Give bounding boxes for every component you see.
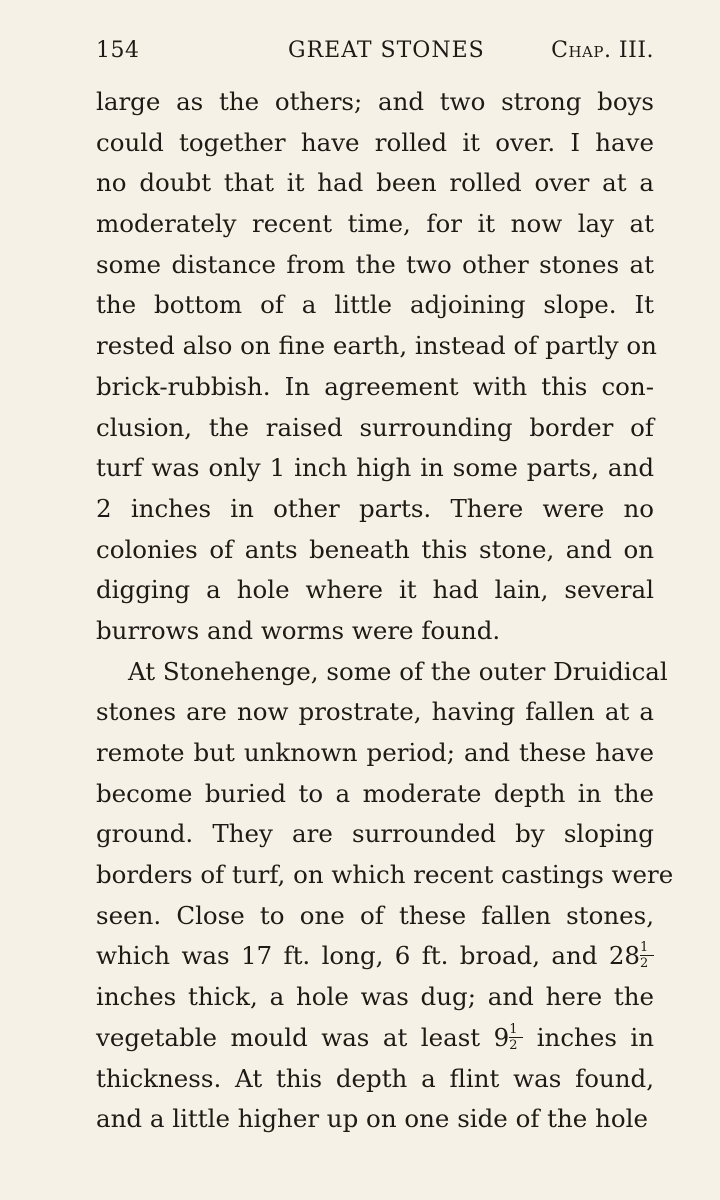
text-line: clusion, the raised surrounding border of [96, 412, 654, 442]
fraction-denominator: 2 [640, 956, 649, 972]
text-line: stones are now prostrate, having fallen at a [96, 697, 654, 727]
fraction-numerator: 1 [640, 941, 654, 956]
text-line: digging a hole where it had lain, several [96, 575, 654, 605]
text-line: become buried to a moderate depth in the [96, 778, 654, 808]
chapter-reference: Chap. III. [551, 38, 654, 63]
fraction-numerator: 1 [509, 1023, 523, 1038]
text-line: remote but unknown period; and these have [96, 738, 654, 767]
text-line: moderately recent time, for it now lay at [96, 209, 654, 239]
text-line: 2 inches in other parts. There were no [96, 493, 654, 523]
text-line: brick-rubbish. In agreement with this con- [96, 371, 654, 401]
text-line: At Stonehenge, some of the outer Druidical [128, 656, 668, 686]
text-line: burrows and worms were found. [96, 615, 501, 645]
text-line: turf was only 1 inch high in some parts, and [96, 453, 654, 483]
line-text: vegetable mould was at least 9 [96, 1022, 510, 1052]
page-number: 154 [96, 38, 140, 63]
text-line: no doubt that it had been rolled over at a [96, 168, 654, 198]
text-line: thickness. At this depth a flint was found, [96, 1063, 654, 1093]
line-text-tail: inches in [536, 1022, 655, 1052]
text-line: large as the others; and two strong boys [96, 87, 654, 116]
running-head [96, 38, 654, 72]
text-line: inches thick, a hole was dug; and here the [96, 982, 654, 1012]
fraction-denominator: 2 [509, 1037, 518, 1053]
text-line: and a little higher up on one side of the hole [96, 1104, 648, 1134]
text-line: the bottom of a little adjoining slope. It [96, 290, 654, 320]
fraction-one-half [509, 1023, 523, 1052]
fraction-one-half [640, 941, 654, 970]
running-title: GREAT STONES [288, 38, 485, 63]
text-line: borders of turf, on which recent castings were [96, 860, 674, 890]
text-line: some distance from the two other stones at [96, 249, 654, 279]
body-text [96, 82, 674, 1140]
text-line-with-fraction [96, 1018, 654, 1059]
line-text: which was 17 ft. long, 6 ft. broad, and 28 [96, 941, 640, 971]
text-line: rested also on fine earth, instead of partly on [96, 331, 657, 361]
text-line: ground. They are surrounded by sloping [96, 819, 654, 849]
text-line: could together have rolled it over. I have [96, 127, 654, 157]
text-line: colonies of ants beneath this stone, and on [96, 534, 654, 564]
text-line: seen. Close to one of these fallen stones, [96, 900, 654, 930]
text-line-with-fraction [96, 936, 654, 977]
